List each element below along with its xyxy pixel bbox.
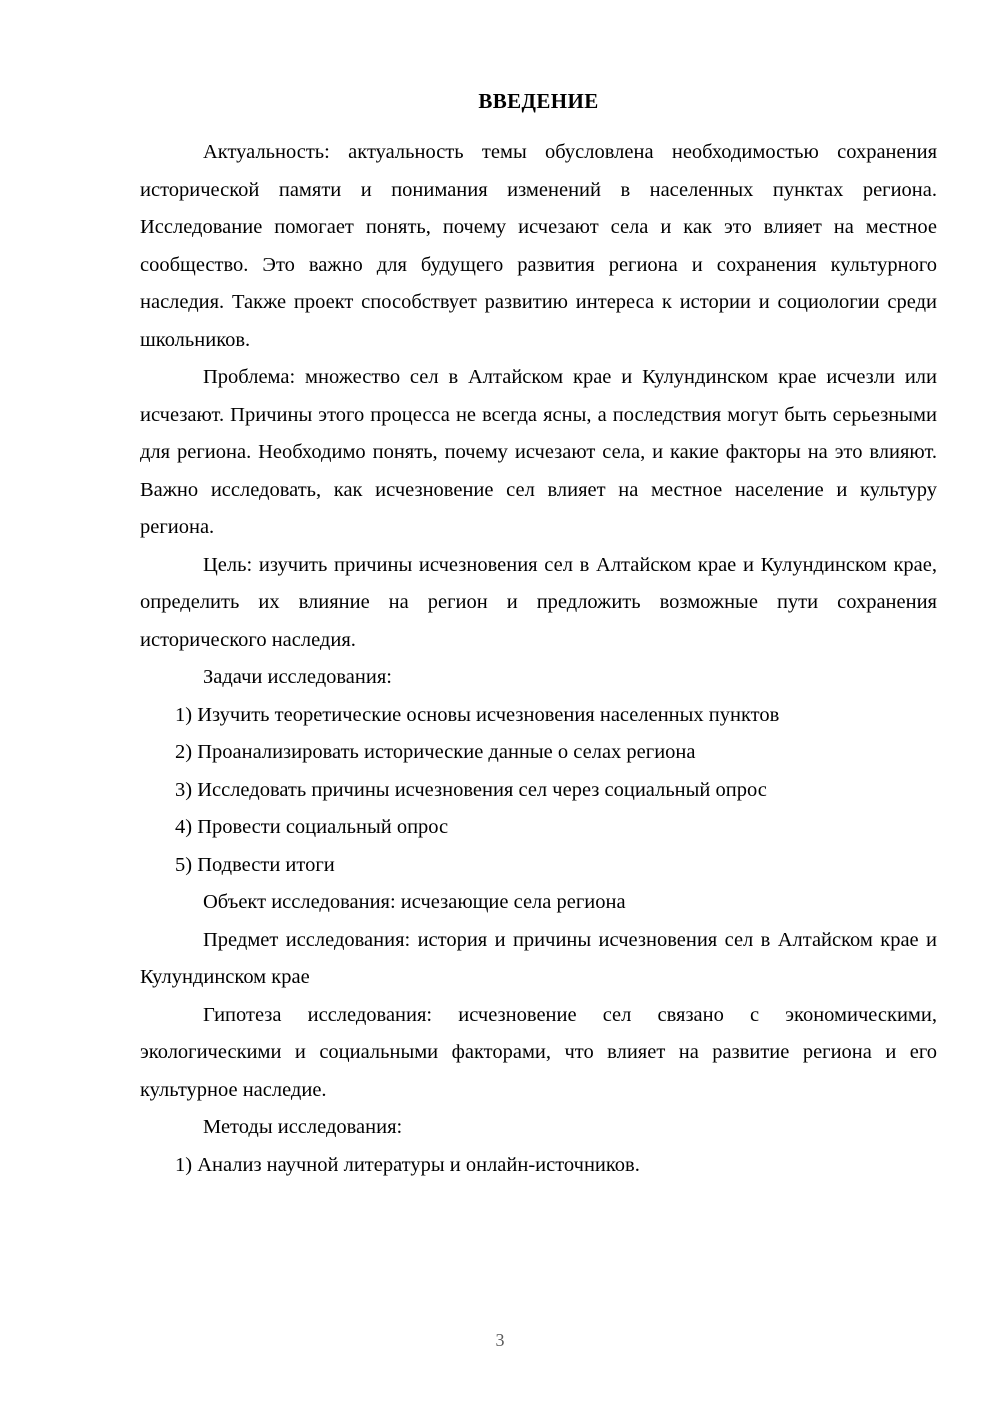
paragraph-goal: Цель: изучить причины исчезновения сел в Алтайском крае и Кулундинском крае, определить их влияние на регион и предложить возможные пути сохранения исторического наследия. xyxy=(140,553,937,651)
list-item: 2) Проанализировать исторические данные о селах региона xyxy=(175,741,696,764)
heading-tasks: Задачи исследования: xyxy=(203,666,392,689)
paragraph-subject: Предмет исследования: история и причины исчезновения сел в Алтайском крае и Кулундинском крае xyxy=(140,928,937,989)
list-item: 1) Изучить теоретические основы исчезновения населенных пунктов xyxy=(175,703,780,726)
heading-methods: Методы исследования: xyxy=(203,1116,403,1139)
paragraph-relevance: Актуальность: актуальность темы обусловлена необходимостью сохранения исторической памяти и понимания изменений в населенных пунктах региона. Исследование помогает понять, почему исчезают села и как это влияет на местное сообщество. Это важно для будущего развития региона и сохранения культурного наследия. Также проект способствует развитию интереса к истории и социологии среди школьников. xyxy=(140,141,937,351)
list-item: 1) Анализ научной литературы и онлайн-источников. xyxy=(175,1153,640,1176)
paragraph-problem: Проблема: множество сел в Алтайском крае и Кулундинском крае исчезли или исчезают. Причины этого процесса не всегда ясны, а последствия могут быть серьезными для региона. Необходимо понять, почему исчезают села, и какие факторы на это влияют. Важно исследовать, как исчезновение сел влияет на местное население и культуру региона. xyxy=(140,366,937,539)
paragraph-hypothesis: Гипотеза исследования: исчезновение сел связано с экономическими, экологическими и социальными факторами, что влияет на развитие региона и его культурное наследие. xyxy=(140,1003,937,1101)
list-item: 3) Исследовать причины исчезновения сел через социальный опрос xyxy=(175,778,767,801)
page-number: 3 xyxy=(495,1330,505,1350)
document-body xyxy=(140,88,937,1184)
list-item: 5) Подвести итоги xyxy=(175,853,335,876)
list-item: 4) Провести социальный опрос xyxy=(175,816,449,839)
page-title: ВВЕДЕНИЕ xyxy=(478,89,599,113)
paragraph-object: Объект исследования: исчезающие села региона xyxy=(203,891,626,914)
